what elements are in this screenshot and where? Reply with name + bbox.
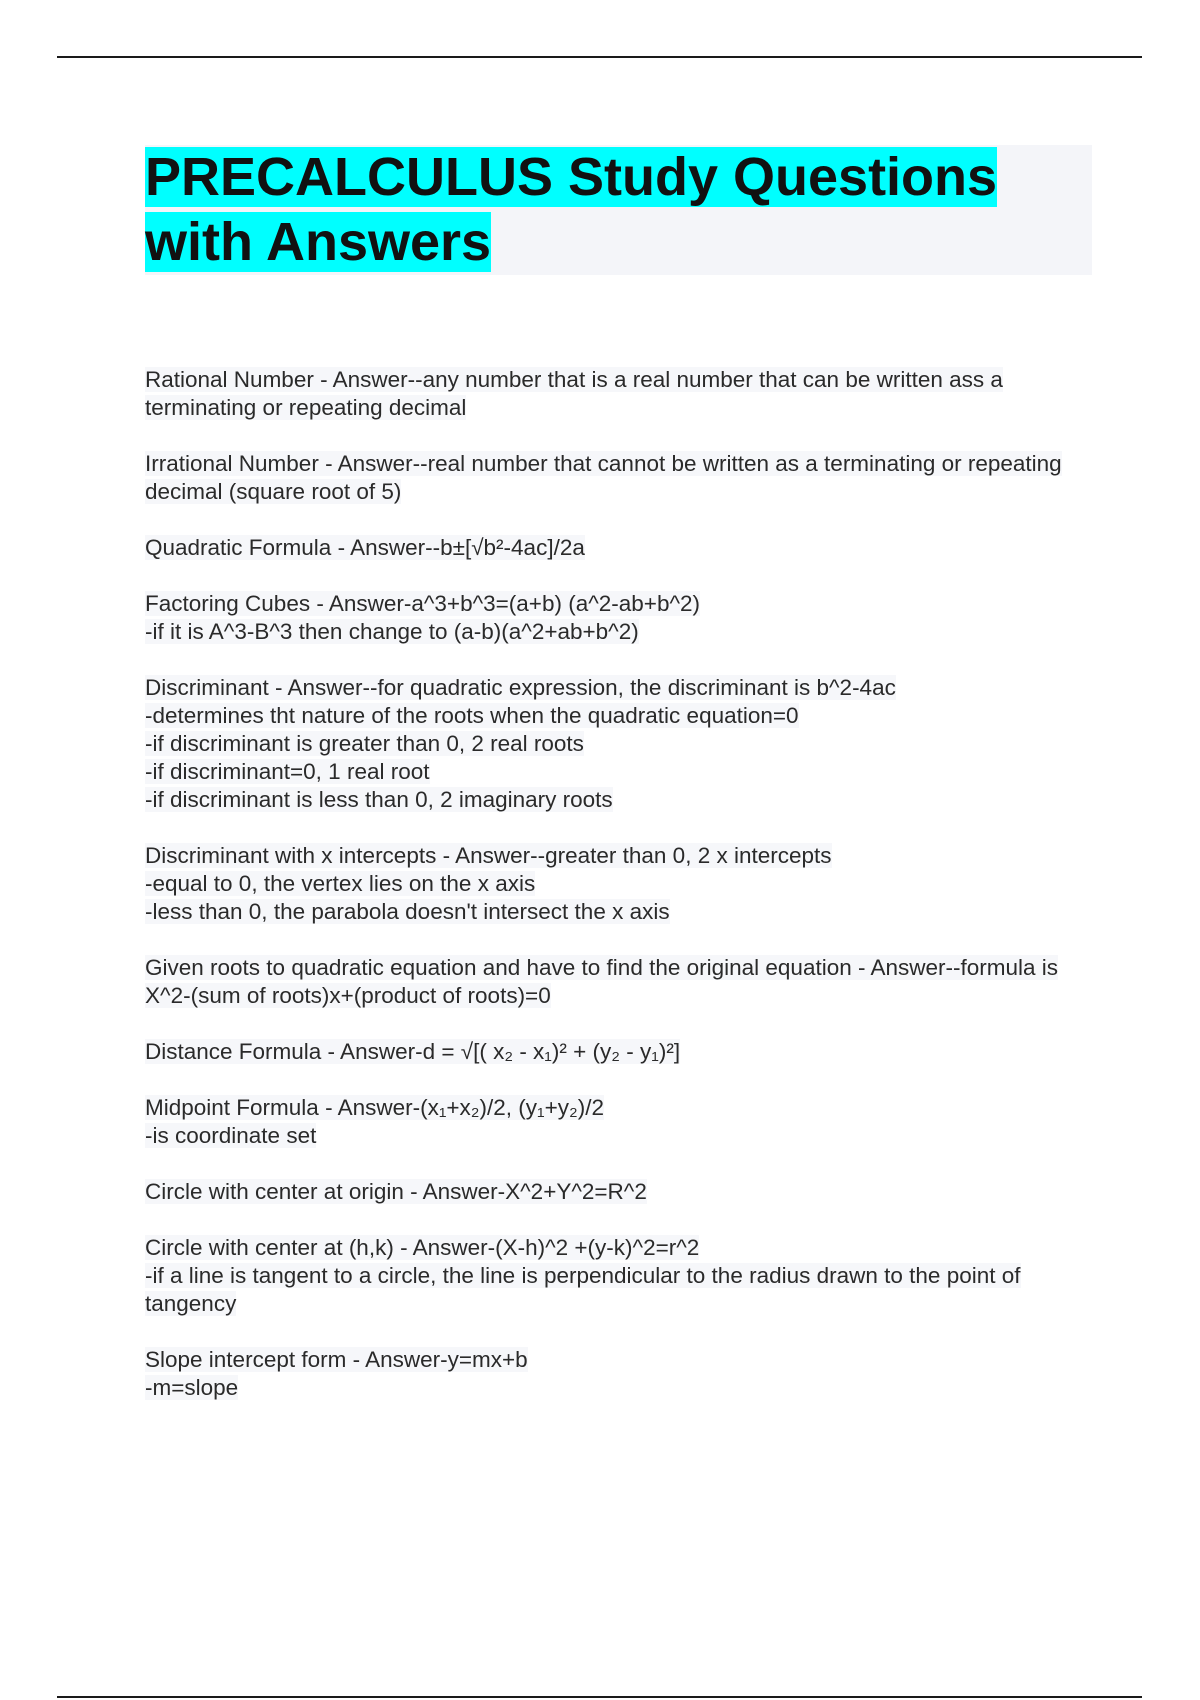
qa-note-line bbox=[145, 786, 1100, 814]
qa-text: -less than 0, the parabola doesn't intersect the x axis bbox=[145, 899, 670, 924]
qa-term-line bbox=[145, 590, 1100, 618]
qa-term-line bbox=[145, 1038, 1100, 1066]
bottom-rule bbox=[57, 1696, 1142, 1698]
qa-note-line bbox=[145, 758, 1100, 786]
qa-text: Midpoint Formula - Answer-(x₁+x₂)/2, (y₁+y₂)/2 bbox=[145, 1095, 605, 1120]
qa-text: Circle with center at origin - Answer-X^2+Y^2=R^2 bbox=[145, 1179, 647, 1204]
qa-text: -if a line is tangent to a circle, the line is perpendicular to the radius drawn to the point of tangency bbox=[145, 1263, 1021, 1316]
qa-item bbox=[145, 590, 1100, 646]
qa-item bbox=[145, 1234, 1100, 1318]
qa-item bbox=[145, 366, 1100, 422]
qa-term-line bbox=[145, 1094, 1100, 1122]
qa-note-line bbox=[145, 1122, 1100, 1150]
qa-text: Distance Formula - Answer-d = √[( x₂ - x₁)² + (y₂ - y₁)²] bbox=[145, 1039, 681, 1064]
title-highlight: PRECALCULUS Study Questions with Answers bbox=[145, 147, 998, 272]
qa-term-line bbox=[145, 1346, 1100, 1374]
qa-text: -if discriminant is greater than 0, 2 real roots bbox=[145, 731, 584, 756]
qa-text: Discriminant - Answer--for quadratic expression, the discriminant is b^2-4ac bbox=[145, 675, 896, 700]
qa-text: -if it is A^3-B^3 then change to (a-b)(a^2+ab+b^2) bbox=[145, 619, 639, 644]
qa-note-line bbox=[145, 702, 1100, 730]
qa-term-line bbox=[145, 1178, 1100, 1206]
qa-text: Discriminant with x intercepts - Answer--greater than 0, 2 x intercepts bbox=[145, 843, 832, 868]
qa-text: Circle with center at (h,k) - Answer-(X-h)^2 +(y-k)^2=r^2 bbox=[145, 1235, 700, 1260]
qa-text: -m=slope bbox=[145, 1375, 239, 1400]
qa-note-line bbox=[145, 982, 1100, 1010]
qa-text: X^2-(sum of roots)x+(product of roots)=0 bbox=[145, 983, 551, 1008]
qa-text: Slope intercept form - Answer-y=mx+b bbox=[145, 1347, 528, 1372]
qa-text: Given roots to quadratic equation and have to find the original equation - Answer--formula is bbox=[145, 955, 1059, 980]
qa-text: Rational Number - Answer--any number that is a real number that can be written ass a terminating or repeating decimal bbox=[145, 367, 1003, 420]
qa-term-line bbox=[145, 534, 1100, 562]
qa-item bbox=[145, 1038, 1100, 1066]
qa-item bbox=[145, 450, 1100, 506]
qa-list bbox=[145, 366, 1100, 1430]
qa-note-line bbox=[145, 730, 1100, 758]
document-title bbox=[145, 145, 1092, 275]
qa-term-line bbox=[145, 450, 1100, 506]
qa-term-line bbox=[145, 954, 1100, 982]
qa-text: -determines tht nature of the roots when the quadratic equation=0 bbox=[145, 703, 799, 728]
qa-item bbox=[145, 674, 1100, 814]
qa-text: Factoring Cubes - Answer-a^3+b^3=(a+b) (a^2-ab+b^2) bbox=[145, 591, 701, 616]
qa-term-line bbox=[145, 842, 1100, 870]
qa-item bbox=[145, 1346, 1100, 1402]
qa-item bbox=[145, 842, 1100, 926]
qa-text: -equal to 0, the vertex lies on the x axis bbox=[145, 871, 536, 896]
qa-text: Quadratic Formula - Answer--b±[√b²-4ac]/2a bbox=[145, 535, 585, 560]
qa-note-line bbox=[145, 898, 1100, 926]
top-rule bbox=[57, 56, 1142, 58]
qa-term-line bbox=[145, 674, 1100, 702]
qa-term-line bbox=[145, 366, 1100, 422]
qa-text: -if discriminant is less than 0, 2 imaginary roots bbox=[145, 787, 613, 812]
qa-text: -if discriminant=0, 1 real root bbox=[145, 759, 430, 784]
qa-item bbox=[145, 954, 1100, 1010]
qa-item bbox=[145, 1178, 1100, 1206]
qa-note-line bbox=[145, 1374, 1100, 1402]
qa-item bbox=[145, 1094, 1100, 1150]
qa-term-line bbox=[145, 1234, 1100, 1262]
qa-note-line bbox=[145, 1262, 1100, 1318]
qa-note-line bbox=[145, 618, 1100, 646]
qa-text: -is coordinate set bbox=[145, 1123, 317, 1148]
qa-text: Irrational Number - Answer--real number that cannot be written as a terminating or repeating decimal (square root of 5) bbox=[145, 451, 1062, 504]
qa-item bbox=[145, 534, 1100, 562]
qa-note-line bbox=[145, 870, 1100, 898]
